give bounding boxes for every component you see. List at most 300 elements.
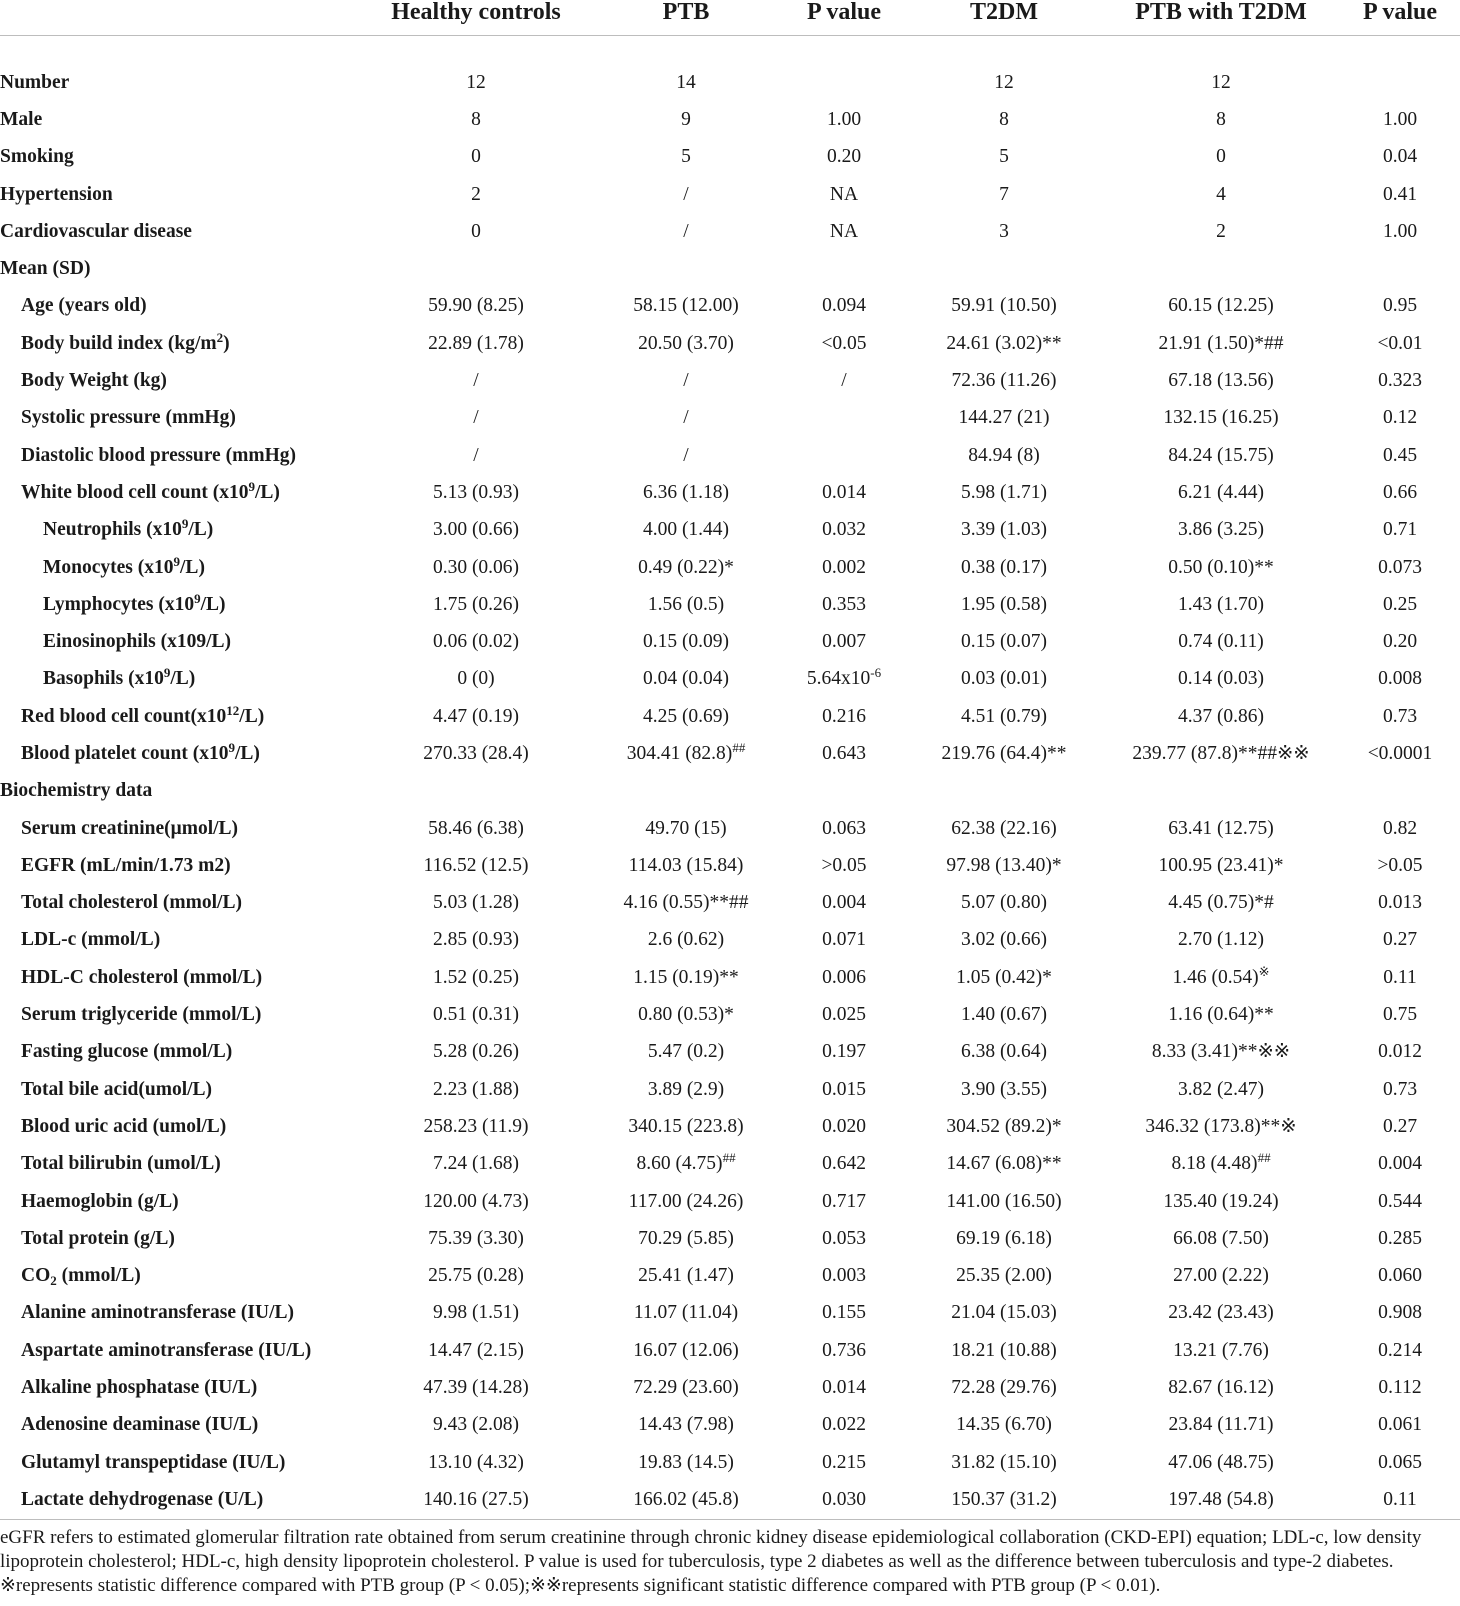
cell-value: 5.28 (0.26) (432, 1041, 520, 1063)
cell-value: 0.908 (1378, 1302, 1422, 1324)
row-label (0, 1444, 362, 1481)
cell-value: 5 (999, 146, 1009, 168)
table-row (0, 176, 1460, 213)
cell-value: 13.10 (4.32) (428, 1451, 524, 1473)
table-cell (1102, 773, 1340, 810)
table-cell (1340, 1034, 1460, 1071)
table-cell (906, 996, 1102, 1033)
table-cell (1102, 176, 1340, 213)
row-label-text: Serum triglyceride (mmol/L) (21, 1004, 262, 1026)
cell-value: >0.05 (1377, 854, 1423, 876)
cell-value: <0.01 (1377, 332, 1423, 354)
cell-value: 0.004 (822, 892, 866, 914)
row-label-text: Red blood cell count(x10 (21, 705, 227, 727)
row-label (0, 139, 362, 176)
cell-value: 144.27 (21) (958, 407, 1050, 429)
table-cell (1102, 213, 1340, 250)
cell-value: 0.49 (0.22)* (638, 556, 734, 578)
cell-value: 0.020 (822, 1115, 866, 1137)
cell-value: 20.50 (3.70) (638, 332, 734, 354)
row-label (0, 1295, 362, 1332)
cell-value: 1.56 (0.5) (647, 593, 725, 615)
table-cell (590, 996, 782, 1033)
cell-value: 25.35 (2.00) (956, 1265, 1052, 1287)
cell-value: / (683, 444, 689, 466)
table-cell (590, 213, 782, 250)
table-cell (906, 959, 1102, 996)
cell-value: 31.82 (15.10) (951, 1451, 1057, 1473)
table-cell (782, 1407, 906, 1444)
table-cell (906, 1183, 1102, 1220)
table-cell (906, 1071, 1102, 1108)
row-label (0, 250, 362, 287)
cell-value: 0.022 (822, 1414, 866, 1436)
cell-value: 0.112 (1378, 1377, 1422, 1399)
cell-value: 0.73 (1382, 705, 1418, 727)
cell-value: 4.51 (0.79) (960, 705, 1048, 727)
cell-value: 135.40 (19.24) (1163, 1190, 1279, 1212)
table-cell (1102, 101, 1340, 138)
row-label (0, 213, 362, 250)
table-cell (590, 922, 782, 959)
cell-value: 0.51 (0.31) (432, 1004, 520, 1026)
table-cell (362, 213, 590, 250)
cell-value: 114.03 (15.84) (628, 854, 744, 876)
table-cell (1340, 549, 1460, 586)
cell-value: 72.28 (29.76) (951, 1377, 1057, 1399)
cell-value: 5.98 (1.71) (960, 481, 1048, 503)
table-cell (782, 661, 906, 698)
cell-value: 0.285 (1378, 1227, 1422, 1249)
table-cell (1340, 1146, 1460, 1183)
table-cell (362, 64, 590, 101)
table-cell (362, 810, 590, 847)
table-cell (590, 1034, 782, 1071)
cell-value: 4.25 (0.69) (642, 705, 730, 727)
table-cell (782, 101, 906, 138)
table-cell (782, 1183, 906, 1220)
table-cell (1102, 325, 1340, 362)
table-cell (590, 1183, 782, 1220)
table-cell (362, 773, 590, 810)
table-cell (1340, 512, 1460, 549)
table-cell (362, 922, 590, 959)
cell-value: 3.90 (3.55) (960, 1078, 1048, 1100)
header-spacer-row (0, 36, 1460, 65)
row-label-text: Basophils (x10 (43, 668, 164, 690)
cell-value: 59.90 (8.25) (428, 295, 524, 317)
row-label-suffix: /L) (180, 556, 205, 578)
cell-value: 9.43 (2.08) (432, 1414, 520, 1436)
cell-value: 0.736 (822, 1339, 866, 1361)
cell-value: 1.46 (0.54) (1172, 966, 1259, 988)
table-cell (362, 996, 590, 1033)
table-cell (362, 1332, 590, 1369)
cell-value: 0.25 (1382, 593, 1418, 615)
row-label-text: Diastolic blood pressure (mmHg) (21, 444, 296, 466)
table-row (0, 1444, 1460, 1481)
row-label (0, 1481, 362, 1519)
cell-value: 5.47 (0.2) (647, 1041, 725, 1063)
table-cell (590, 139, 782, 176)
cell-value: 0.642 (822, 1153, 866, 1175)
row-label-text: Smoking (0, 146, 74, 168)
table-row (0, 661, 1460, 698)
row-label-suffix: /L) (234, 742, 260, 764)
cell-value: 0.065 (1378, 1451, 1422, 1473)
cell-value: 14 (676, 71, 696, 93)
table-cell (782, 922, 906, 959)
table-cell (906, 1444, 1102, 1481)
cell-value: 0.215 (822, 1451, 866, 1473)
table-row (0, 1481, 1460, 1519)
row-label (0, 996, 362, 1033)
cell-value: 0.20 (1382, 631, 1418, 653)
cell-value: 0.06 (0.02) (432, 631, 520, 653)
row-label (0, 64, 362, 101)
table-cell (590, 1407, 782, 1444)
cell-value: 6.38 (0.64) (960, 1041, 1048, 1063)
table-cell (1102, 512, 1340, 549)
table-cell (906, 288, 1102, 325)
table-cell (782, 1481, 906, 1519)
cell-value: 3.82 (2.47) (1177, 1078, 1265, 1100)
table-cell (1102, 400, 1340, 437)
cell-value: 72.29 (23.60) (633, 1377, 739, 1399)
row-label (0, 362, 362, 399)
table-cell (1340, 1183, 1460, 1220)
cell-value: 1.16 (0.64)** (1168, 1004, 1274, 1026)
table-cell (1340, 474, 1460, 511)
cell-value: 0.015 (822, 1078, 866, 1100)
row-label-text: Monocytes (x10 (43, 556, 174, 578)
cell-value: 4 (1216, 183, 1226, 205)
table-cell (1340, 1481, 1460, 1519)
table-cell (1102, 735, 1340, 772)
cell-value: 0.15 (0.07) (960, 631, 1048, 653)
table-row (0, 1183, 1460, 1220)
row-label-text: EGFR (mL/min/1.73 m2) (21, 854, 231, 876)
table-cell (782, 810, 906, 847)
table-cell (1102, 64, 1340, 101)
cell-value: 1.00 (826, 108, 862, 130)
table-cell (782, 213, 906, 250)
row-label (0, 847, 362, 884)
table-row (0, 362, 1460, 399)
table-cell (906, 773, 1102, 810)
cell-value: 1.43 (1.70) (1177, 593, 1265, 615)
table-row (0, 512, 1460, 549)
table-cell (906, 474, 1102, 511)
table-cell (590, 176, 782, 213)
row-label (0, 922, 362, 959)
cell-value: 2.23 (1.88) (432, 1078, 520, 1100)
table-cell (906, 1295, 1102, 1332)
table-cell (906, 101, 1102, 138)
table-cell (906, 1332, 1102, 1369)
cell-value: 0.071 (822, 929, 866, 951)
table-cell (906, 698, 1102, 735)
table-cell (906, 586, 1102, 623)
table-cell (590, 101, 782, 138)
table-cell (906, 735, 1102, 772)
cell-value: 59.91 (10.50) (951, 295, 1057, 317)
cell-value: 21.04 (15.03) (951, 1302, 1057, 1324)
cell-value: 5.07 (0.80) (960, 892, 1048, 914)
cell-value: 16.07 (12.06) (633, 1339, 739, 1361)
table-cell (362, 474, 590, 511)
table-row (0, 735, 1460, 772)
cell-value: 4.00 (1.44) (642, 519, 730, 541)
table-cell (362, 1369, 590, 1406)
cell-value: 5.03 (1.28) (432, 892, 520, 914)
cell-value: 120.00 (4.73) (423, 1190, 529, 1212)
row-label-superscript: 12 (226, 702, 240, 718)
cell-value: 0.75 (1382, 1004, 1418, 1026)
cell-value: 63.41 (12.75) (1168, 817, 1274, 839)
cell-value: 0.004 (1378, 1153, 1422, 1175)
row-label (0, 512, 362, 549)
cell-superscript: ## (722, 1150, 736, 1166)
cell-value: 24.61 (3.02)** (946, 332, 1062, 354)
cell-value: 75.39 (3.30) (428, 1227, 524, 1249)
cell-superscript: ## (732, 739, 746, 755)
table-cell (1102, 1108, 1340, 1145)
table-row (0, 810, 1460, 847)
cell-value: 0.061 (1378, 1414, 1422, 1436)
cell-value: 0.80 (0.53)* (638, 1004, 734, 1026)
cell-value: 0.025 (822, 1004, 866, 1026)
cell-value: / (683, 370, 689, 392)
table-cell (782, 474, 906, 511)
table-cell (782, 512, 906, 549)
table-cell (1340, 362, 1460, 399)
table-cell (1102, 661, 1340, 698)
table-cell (906, 213, 1102, 250)
cell-value: 1.00 (1382, 220, 1418, 242)
table-cell (782, 735, 906, 772)
cell-value: 70.29 (5.85) (638, 1227, 734, 1249)
row-label (0, 549, 362, 586)
cell-value: 14.47 (2.15) (428, 1339, 524, 1361)
table-cell (590, 1332, 782, 1369)
table-cell (590, 847, 782, 884)
table-row (0, 847, 1460, 884)
cell-value: >0.05 (821, 854, 867, 876)
cell-value: 7.24 (1.68) (432, 1153, 520, 1175)
table-cell (362, 1444, 590, 1481)
row-label-text: Serum creatinine(μmol/L) (21, 817, 239, 839)
cell-value: 0.032 (822, 519, 866, 541)
table-cell (782, 1146, 906, 1183)
table-cell (782, 400, 906, 437)
table-cell (1102, 698, 1340, 735)
table-cell (1340, 1258, 1460, 1295)
table-cell (362, 847, 590, 884)
table-cell (906, 1108, 1102, 1145)
cell-value: 3.02 (0.66) (960, 929, 1048, 951)
cell-value: / (683, 407, 689, 429)
table-cell (590, 549, 782, 586)
table-cell (1340, 64, 1460, 101)
cell-value: 6.36 (1.18) (642, 481, 730, 503)
row-label (0, 176, 362, 213)
cell-value: 62.38 (22.16) (951, 817, 1057, 839)
table-cell (1102, 288, 1340, 325)
row-label-text: Age (years old) (21, 295, 147, 317)
row-label-text: Total protein (g/L) (21, 1227, 175, 1249)
table-cell (906, 1369, 1102, 1406)
table-cell (906, 1407, 1102, 1444)
table-cell (906, 139, 1102, 176)
row-label-suffix: /L) (239, 705, 265, 727)
row-label (0, 325, 362, 362)
table-cell (906, 512, 1102, 549)
table-cell (906, 1146, 1102, 1183)
row-label-text: Neutrophils (x10 (43, 519, 182, 541)
row-label-text: Alkaline phosphatase (IU/L) (21, 1377, 258, 1399)
table-cell (782, 288, 906, 325)
table-cell (362, 586, 590, 623)
table-cell (590, 1295, 782, 1332)
row-label (0, 101, 362, 138)
table-cell (1102, 1444, 1340, 1481)
table-cell (362, 1295, 590, 1332)
table-cell (590, 698, 782, 735)
cell-value: 0.71 (1382, 519, 1418, 541)
table-cell (1340, 810, 1460, 847)
table-cell (782, 698, 906, 735)
table-cell (1340, 1071, 1460, 1108)
cell-value: 3.39 (1.03) (960, 519, 1048, 541)
cell-value: 0.060 (1378, 1265, 1422, 1287)
table-cell (1102, 1369, 1340, 1406)
cell-value: 12 (994, 71, 1014, 93)
cell-value: 0.717 (822, 1190, 866, 1212)
cell-value: 258.23 (11.9) (423, 1115, 529, 1137)
cell-value: 1.40 (0.67) (960, 1004, 1048, 1026)
cell-value: 0.38 (0.17) (960, 556, 1048, 578)
table-cell (1340, 213, 1460, 250)
table-cell (1102, 810, 1340, 847)
table-cell (362, 1108, 590, 1145)
table-cell (1102, 1220, 1340, 1257)
table-row (0, 549, 1460, 586)
table-cell (362, 437, 590, 474)
table-cell (590, 288, 782, 325)
cell-value: / (473, 444, 479, 466)
table-header (0, 0, 1460, 36)
cell-value: 8.18 (4.48) (1171, 1153, 1258, 1175)
cell-value: 14.67 (6.08)** (946, 1153, 1062, 1175)
table-cell (1102, 586, 1340, 623)
table-cell (906, 549, 1102, 586)
table-cell (1102, 996, 1340, 1033)
table-cell (906, 1220, 1102, 1257)
table-cell (782, 959, 906, 996)
cell-value: 0.11 (1383, 1488, 1417, 1510)
cell-value: 340.15 (223.8) (628, 1115, 744, 1137)
row-label-suffix: /L) (170, 668, 196, 690)
table-row (0, 959, 1460, 996)
table-cell (1102, 1146, 1340, 1183)
cell-value: 166.02 (45.8) (633, 1488, 739, 1510)
row-label (0, 437, 362, 474)
table-cell (1102, 474, 1340, 511)
table-cell (1340, 176, 1460, 213)
cell-value: 0.03 (0.01) (960, 668, 1048, 690)
cell-value: 270.33 (28.4) (423, 742, 529, 764)
cell-value: 6.21 (4.44) (1177, 481, 1265, 503)
table-cell (1102, 437, 1340, 474)
row-label-superscript: 9 (173, 553, 181, 569)
table-cell (590, 1146, 782, 1183)
row-label (0, 735, 362, 772)
table-cell (782, 623, 906, 660)
row-label (0, 1258, 362, 1295)
table-cell (590, 325, 782, 362)
cell-value: <0.05 (821, 332, 867, 354)
cell-value: 0.216 (822, 705, 866, 727)
table-row (0, 139, 1460, 176)
cell-value: 69.19 (6.18) (956, 1227, 1052, 1249)
cell-superscript: ## (1257, 1150, 1271, 1166)
table-row (0, 1034, 1460, 1071)
table-cell (782, 1071, 906, 1108)
cell-value: 47.06 (48.75) (1168, 1451, 1274, 1473)
table-cell (362, 1481, 590, 1519)
cell-value: / (683, 183, 689, 205)
table-cell (590, 64, 782, 101)
table-cell (362, 512, 590, 549)
cell-value: 0.73 (1382, 1078, 1418, 1100)
table-cell (906, 885, 1102, 922)
cell-value: 0.50 (0.10)** (1168, 556, 1274, 578)
table-cell (782, 1369, 906, 1406)
table-cell (906, 362, 1102, 399)
cell-value: 22.89 (1.78) (428, 332, 524, 354)
row-label-superscript: 2 (216, 329, 224, 345)
row-label-superscript: 9 (228, 739, 235, 755)
table-cell (906, 176, 1102, 213)
cell-value: 116.52 (12.5) (423, 854, 529, 876)
row-label-text: White blood cell count (x10 (21, 481, 249, 503)
table-row (0, 474, 1460, 511)
row-label-text: Total bilirubin (umol/L) (21, 1153, 221, 1175)
cell-value: 58.15 (12.00) (633, 295, 739, 317)
table-cell (362, 362, 590, 399)
table-cell (782, 1108, 906, 1145)
table-cell (782, 1444, 906, 1481)
header-row (0, 0, 1460, 36)
table-cell (590, 1481, 782, 1519)
table-cell (782, 847, 906, 884)
cell-value: NA (829, 183, 859, 205)
table-cell (1340, 1444, 1460, 1481)
table-cell (906, 922, 1102, 959)
cell-value: 3.86 (3.25) (1177, 519, 1265, 541)
table-cell (362, 400, 590, 437)
cell-value: 84.94 (8) (968, 444, 1040, 466)
cell-value: 0.014 (822, 481, 866, 503)
table-cell (782, 176, 906, 213)
table-cell (906, 437, 1102, 474)
cell-value: 0.544 (1378, 1190, 1422, 1212)
cell-value: 11.07 (11.04) (633, 1302, 739, 1324)
table-row (0, 325, 1460, 362)
table-row (0, 773, 1460, 810)
table-cell (1340, 437, 1460, 474)
